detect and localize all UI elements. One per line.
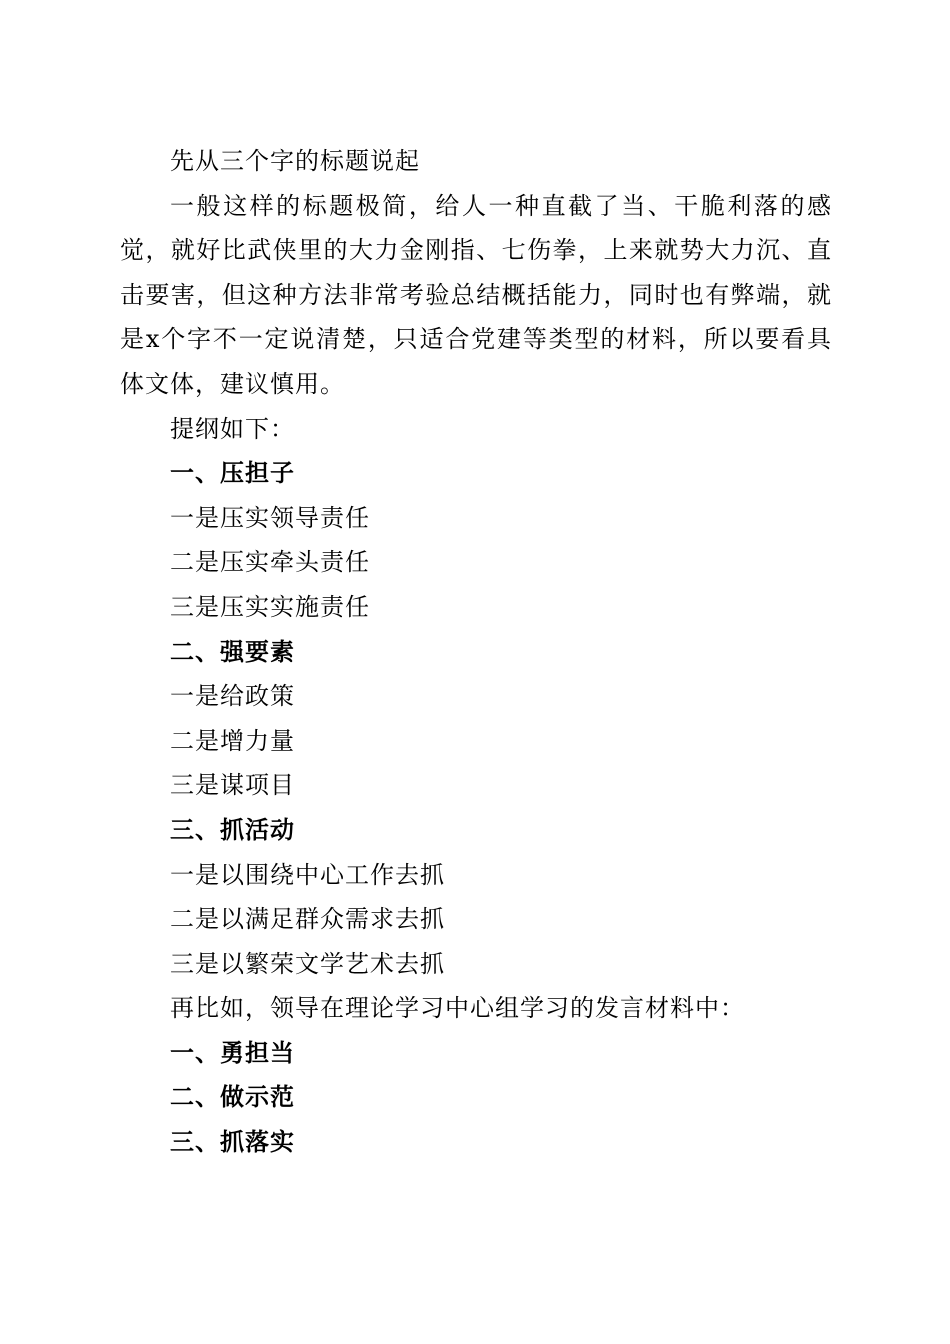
- section-3-item-2: 二是以满足群众需求去抓: [170, 905, 445, 934]
- section-1-item-3: 三是压实实施责任: [170, 592, 370, 621]
- intro-title: 先从三个字的标题说起: [170, 147, 420, 175]
- section-2-item-2: 二是增力量: [170, 726, 295, 755]
- section-heading-3: 三、抓活动: [170, 815, 295, 844]
- section-3-item-1: 一是以围绕中心工作去抓: [170, 860, 445, 889]
- section-2-item-1: 一是给政策: [170, 682, 295, 711]
- example-heading-3: 三、抓落实: [170, 1128, 295, 1157]
- section-2-item-3: 三是谋项目: [170, 771, 295, 800]
- intro-paragraph: 一般这样的标题极简，给人一种直截了当、干脆利落的感觉，就好比武侠里的大力金刚指、七伤拳，上来就势大力沉、直击要害，但这种方法非常考验总结概括能力，同时也有弊端，就是x个字不一定说清楚，只适合党建等类型的材料，所以要看具体文体，建议慎用。: [120, 191, 832, 398]
- section-heading-2: 二、强要素: [170, 637, 295, 666]
- outline-label: 提纲如下：: [170, 414, 295, 443]
- example-heading-1: 一、勇担当: [170, 1038, 295, 1067]
- section-heading-1: 一、压担子: [170, 459, 295, 488]
- document-page: [120, 139, 832, 1165]
- section-1-item-1: 一是压实领导责任: [170, 503, 370, 532]
- example-label: 再比如，领导在理论学习中心组学习的发言材料中：: [170, 994, 745, 1023]
- example-heading-2: 二、做示范: [170, 1083, 295, 1112]
- section-3-item-3: 三是以繁荣文学艺术去抓: [170, 949, 445, 978]
- section-1-item-2: 二是压实牵头责任: [170, 548, 370, 577]
